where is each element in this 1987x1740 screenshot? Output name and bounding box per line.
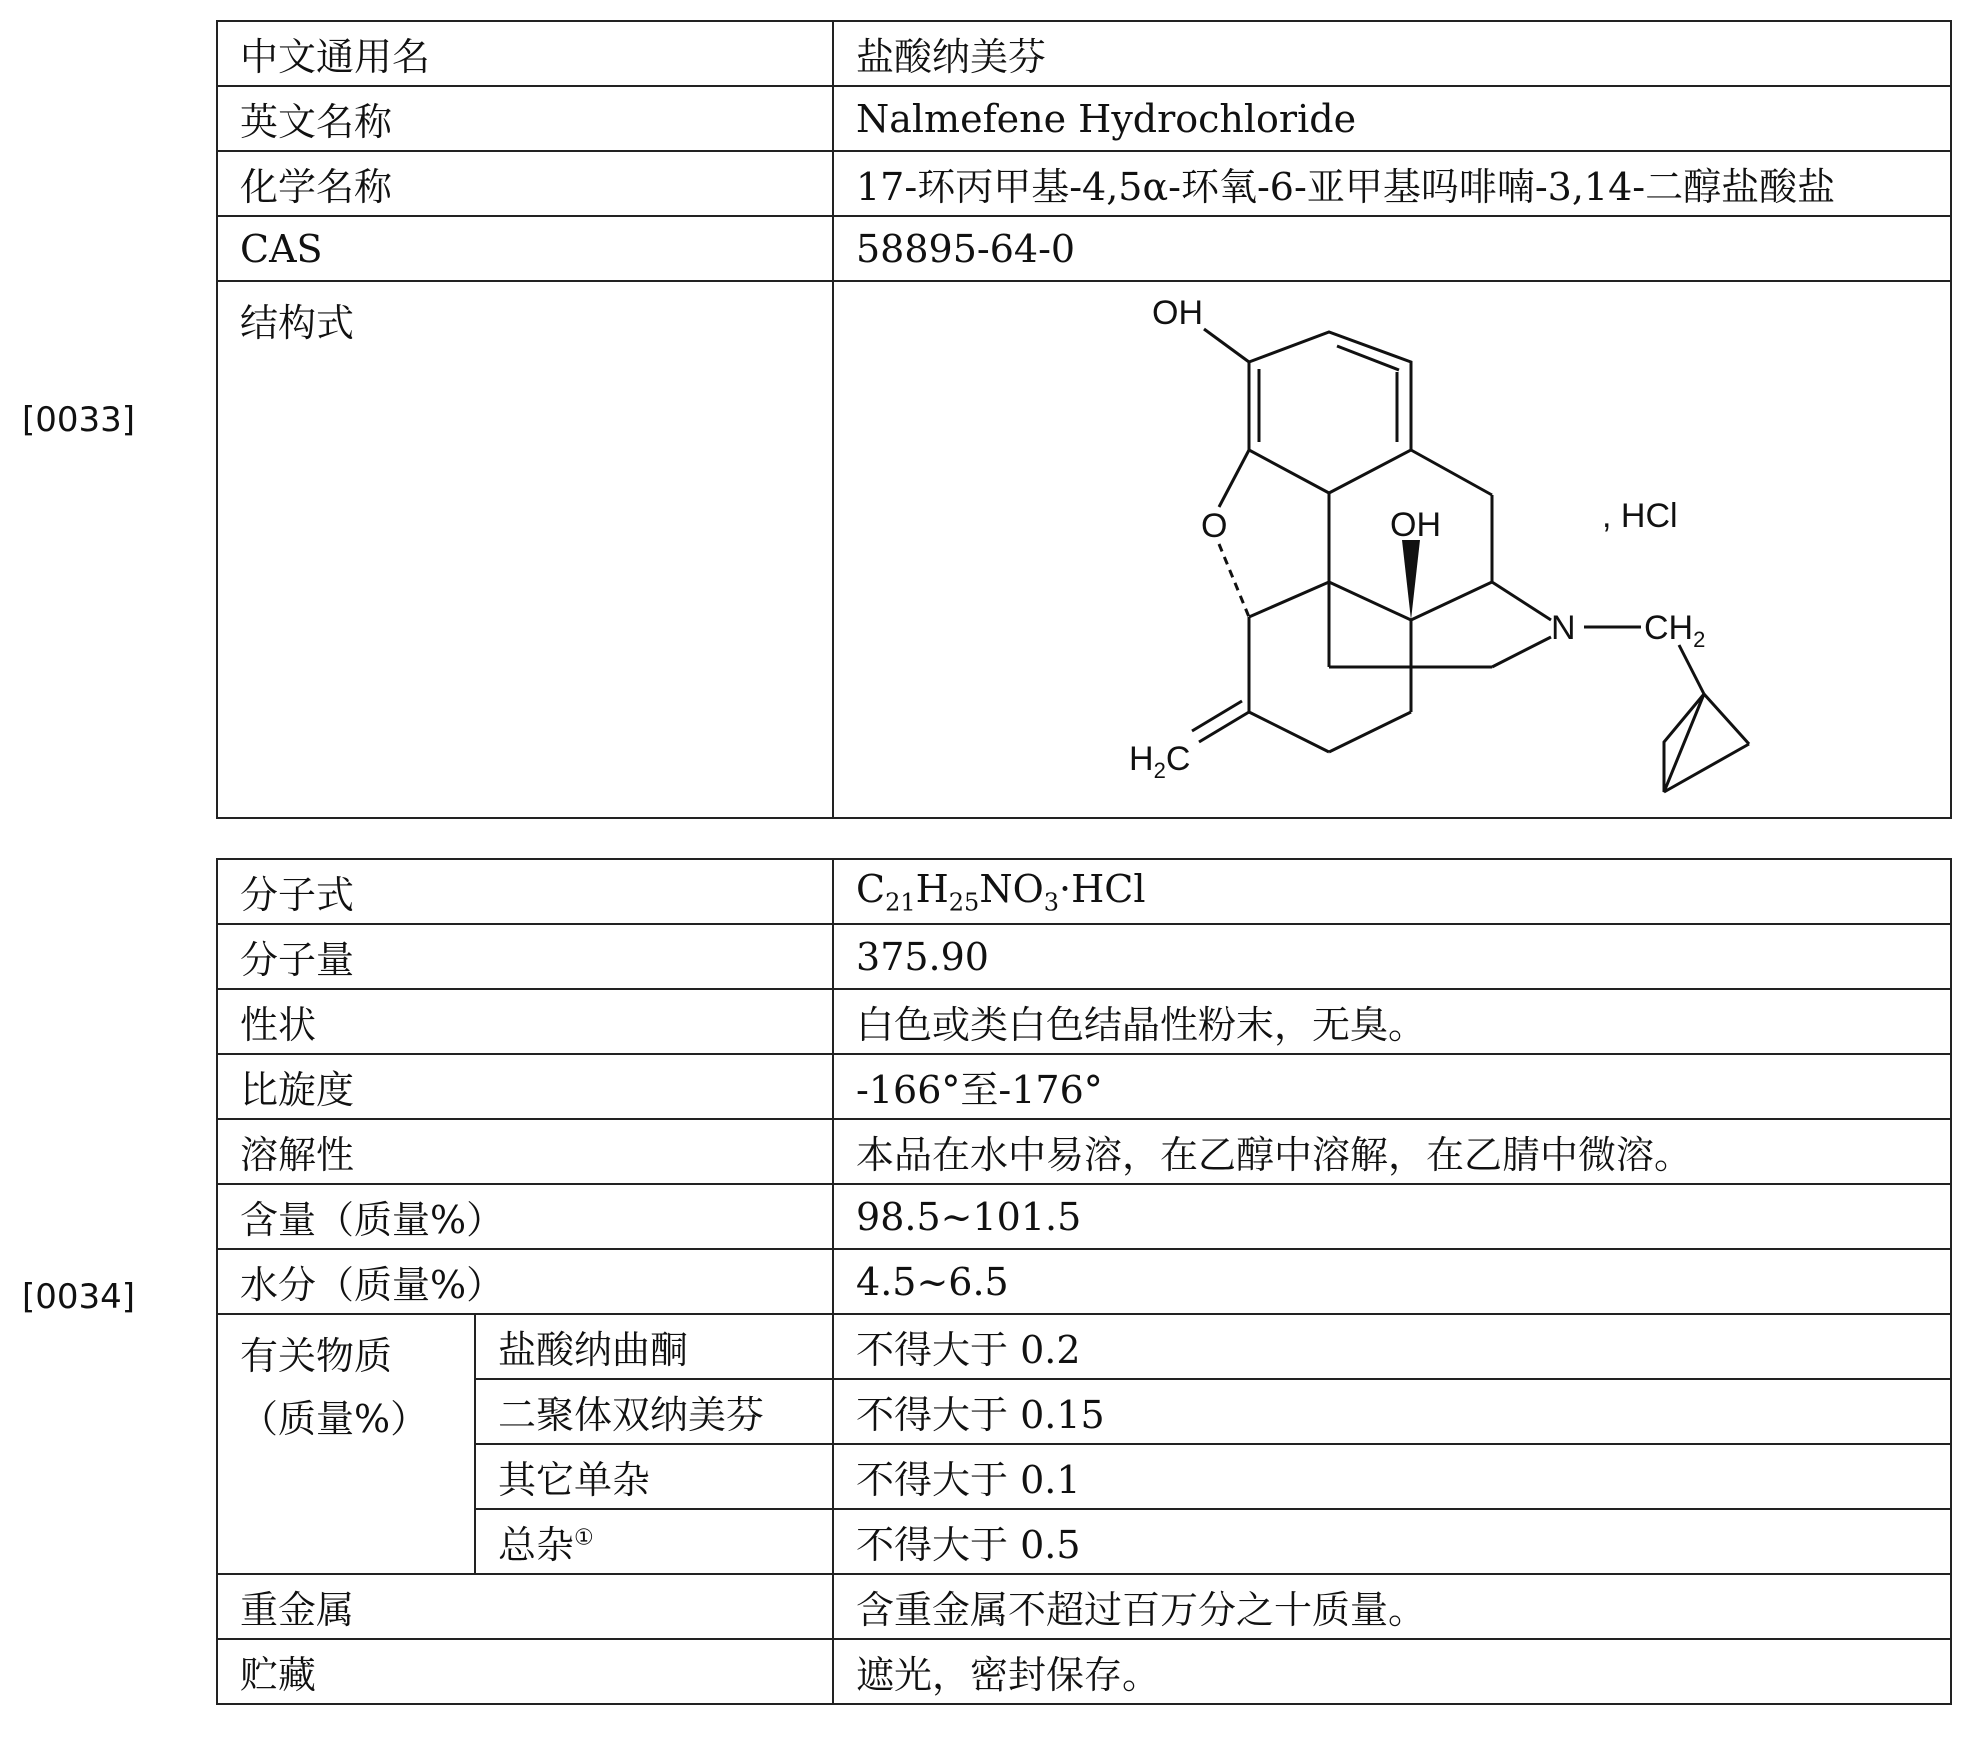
row-value: 盐酸纳美芬 [833,21,1951,86]
drug-spec-table [216,858,1952,1705]
table-row [217,1314,1951,1379]
row-label: CAS [217,216,833,281]
impurity-limit: 不得大于 0.5 [833,1509,1951,1574]
row-label: 分子式 [217,859,833,924]
row-label: 比旋度 [217,1054,833,1119]
row-label: 英文名称 [217,86,833,151]
paragraph-number-0034: [0034] [22,1277,136,1317]
impurity-name: 盐酸纳曲酮 [475,1314,833,1379]
related-substances-label: 有关物质 （质量%） [217,1314,475,1574]
impurity-name: 其它单杂 [475,1444,833,1509]
row-label: 溶解性 [217,1119,833,1184]
ch2-label: $CH_2$ [1644,609,1706,652]
molecular-formula: $C_{21}H_{25}NO_3\cdot HCl$ [833,859,1951,924]
impurity-limit: 不得大于 0.2 [833,1314,1951,1379]
table-row [217,1249,1951,1314]
row-value: 4.5~6.5 [833,1249,1951,1314]
row-value: 含重金属不超过百万分之十质量。 [833,1574,1951,1639]
row-value: 17-环丙甲基-4,5α-环氧-6-亚甲基吗啡喃-3,14-二醇盐酸盐 [833,151,1951,216]
h2c-label: $H_2C$ [1129,740,1191,783]
row-value: Nalmefene Hydrochloride [833,86,1951,151]
drug-info-table [216,20,1952,819]
table-row [217,1639,1951,1704]
table-row [217,216,1951,281]
table-row [217,86,1951,151]
row-label: 结构式 [217,281,833,818]
row-value: 58895-64-0 [833,216,1951,281]
table-row [217,281,1951,818]
table-row [217,1054,1951,1119]
table-row [217,1444,1951,1509]
row-label: 性状 [217,989,833,1054]
hcl-label: , HCl [1602,497,1678,535]
impurity-name: 二聚体双纳美芬 [475,1379,833,1444]
footnote-marker: ① [574,1525,594,1551]
oh-center-label: OH [1390,506,1441,544]
row-label: 贮藏 [217,1639,833,1704]
impurity-limit: 不得大于 0.15 [833,1379,1951,1444]
table-row [217,1509,1951,1574]
oh-top-label: OH [1152,294,1203,332]
table-row [217,1574,1951,1639]
table-row [217,924,1951,989]
table-row [217,21,1951,86]
row-label: 水分（质量%） [217,1249,833,1314]
nitrogen-label: N [1551,609,1576,647]
row-value: -166°至-176° [833,1054,1951,1119]
row-label: 中文通用名 [217,21,833,86]
row-value: 375.90 [833,924,1951,989]
table-row [217,1379,1951,1444]
row-value: 本品在水中易溶，在乙醇中溶解，在乙腈中微溶。 [833,1119,1951,1184]
impurity-name: 总杂① [475,1509,833,1574]
table-row [217,1119,1951,1184]
structural-formula-diagram [834,282,1951,808]
impurity-limit: 不得大于 0.1 [833,1444,1951,1509]
paragraph-number-0033: [0033] [22,400,136,440]
row-value: 98.5~101.5 [833,1184,1951,1249]
row-label: 分子量 [217,924,833,989]
row-label: 含量（质量%） [217,1184,833,1249]
table-row [217,859,1951,924]
table-row [217,1184,1951,1249]
row-value: 遮光，密封保存。 [833,1639,1951,1704]
row-value: 白色或类白色结晶性粉末，无臭。 [833,989,1951,1054]
oxygen-label: O [1201,507,1228,545]
structure-cell [833,281,1951,818]
table-row [217,151,1951,216]
row-label: 化学名称 [217,151,833,216]
table-row [217,989,1951,1054]
row-label: 重金属 [217,1574,833,1639]
